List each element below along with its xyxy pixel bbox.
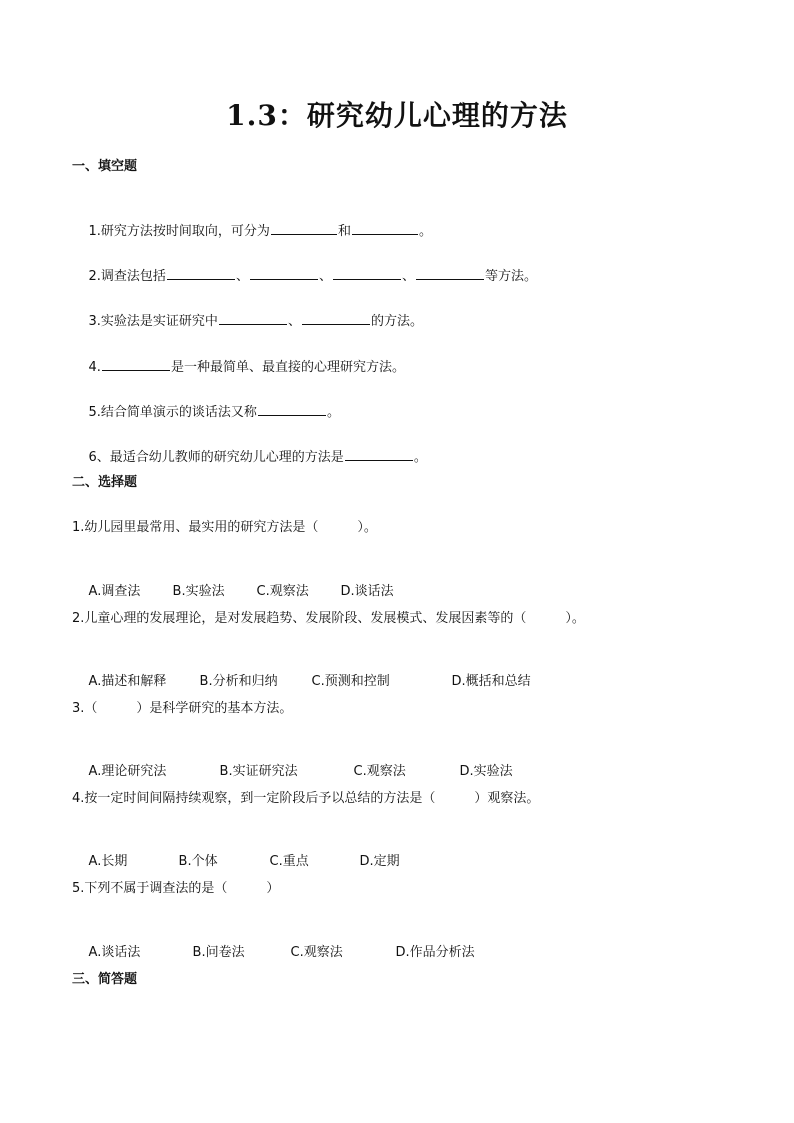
question-text: 和 (337, 224, 351, 239)
question-text: 、 (235, 269, 249, 284)
question-choice-1: 1.幼儿园里最常用、最实用的研究方法是（ ）。 (72, 520, 377, 535)
option-a: A.调查法 (88, 584, 141, 599)
question-text: 、 (287, 314, 301, 329)
option-a: A.长期 (88, 854, 128, 869)
option-b: B.个体 (178, 854, 218, 869)
option-d: D.定期 (359, 854, 400, 869)
question-text: 。 (413, 450, 427, 465)
answer-blank (416, 266, 484, 280)
page-title: 1.3：研究幼儿心理的方法 (226, 99, 568, 132)
question-text: 的方法。 (370, 314, 423, 329)
option-c: C.观察法 (256, 584, 309, 599)
section-heading-short-answer: 三、简答题 (72, 972, 138, 987)
question-choice-2: 2.儿童心理的发展理论，是对发展趋势、发展阶段、发展模式、发展因素等的（ ）。 (72, 611, 585, 626)
question-text: 、 (318, 269, 332, 284)
question-text: 。 (326, 405, 340, 420)
option-d: D.概括和总结 (451, 674, 531, 689)
question-text: 是一种最简单、最直接的心理研究方法。 (170, 360, 405, 375)
option-b: B.实证研究法 (219, 764, 298, 779)
answer-blank (102, 357, 170, 371)
answer-blank (219, 311, 287, 325)
option-c: C.预测和控制 (311, 674, 390, 689)
answer-blank (250, 266, 318, 280)
option-c: C.重点 (269, 854, 309, 869)
question-text: 6、最适合幼儿教师的研究幼儿心理的方法是 (88, 450, 344, 465)
answer-blank (258, 402, 326, 416)
question-text: 等方法。 (484, 269, 537, 284)
question-text: 1.研究方法按时间取向，可分为 (88, 224, 270, 239)
question-choice-4: 4.按一定时间间隔持续观察，到一定阶段后予以总结的方法是（ ）观察法。 (72, 791, 540, 806)
question-text: 。 (418, 224, 432, 239)
option-a: A.理论研究法 (88, 764, 167, 779)
option-a: A.描述和解释 (88, 674, 167, 689)
section-heading-fill-in: 一、填空题 (72, 159, 138, 174)
answer-blank (333, 266, 401, 280)
question-text: 5.结合简单演示的谈话法又称 (88, 405, 257, 420)
option-d: D.谈话法 (340, 584, 394, 599)
answer-blank (352, 221, 418, 235)
question-text: 4. (88, 360, 101, 375)
answer-blank (345, 447, 413, 461)
option-d: D.实验法 (459, 764, 513, 779)
question-text: 、 (401, 269, 415, 284)
question-choice-5: 5.下列不属于调查法的是（ ） (72, 881, 280, 896)
option-b: B.问卷法 (192, 945, 245, 960)
section-heading-choice: 二、选择题 (72, 475, 138, 490)
question-text: 2.调查法包括 (88, 269, 166, 284)
option-b: B.实验法 (172, 584, 225, 599)
option-b: B.分析和归纳 (199, 674, 278, 689)
answer-blank (302, 311, 370, 325)
answer-blank (271, 221, 337, 235)
option-c: C.观察法 (290, 945, 343, 960)
question-choice-3: 3.（ ）是科学研究的基本方法。 (72, 701, 293, 716)
option-a: A.谈话法 (88, 945, 141, 960)
option-d: D.作品分析法 (395, 945, 475, 960)
answer-blank (167, 266, 235, 280)
option-c: C.观察法 (353, 764, 406, 779)
question-text: 3.实验法是实证研究中 (88, 314, 218, 329)
